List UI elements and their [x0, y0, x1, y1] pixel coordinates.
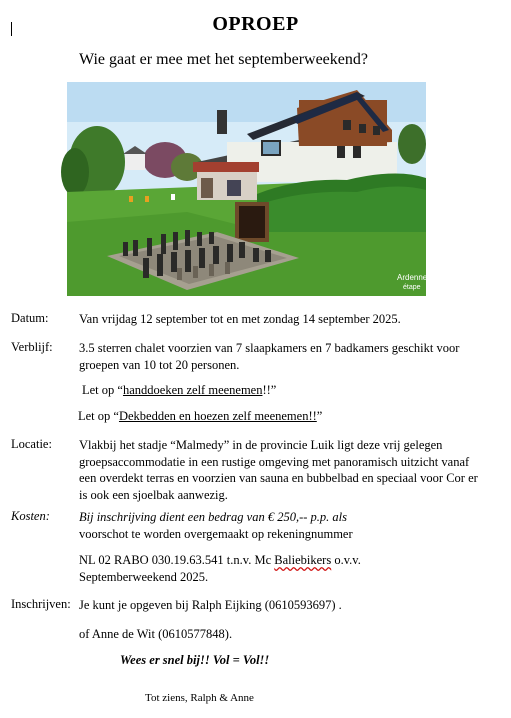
- kosten-line2: voorschot te worden overgemaakt op rekeningnummer: [79, 526, 353, 541]
- inschrijven-line1: Je kunt je opgeven bij Ralph Eijking (0610593697) .: [79, 598, 342, 612]
- locatie-line3: een overdekt terras en voorzien van sauna en bubbelbad en speciaal voor Cor er: [79, 471, 478, 485]
- inschrijven-label: Inschrijven:: [11, 597, 71, 611]
- locatie-line2: groepsaccommodatie in een rustige omgeving met panoramisch uitzicht vanaf: [79, 454, 470, 469]
- bedding-note-emphasis: Dekbedden en hoezen zelf meenemen!!: [118, 409, 317, 423]
- page-subtitle: Wie gaat er mee met het septemberweekend?: [79, 51, 368, 68]
- locatie-line1: Vlakbij het stadje “Malmedy” in de provincie Luik ligt deze vrij gelegen: [79, 438, 443, 452]
- bank-details: [79, 552, 499, 585]
- kosten-label: Kosten:: [11, 509, 50, 523]
- page-title: OPROEP: [212, 13, 299, 35]
- datum-text: Van vrijdag 12 september tot en met zondag 14 september 2025.: [79, 312, 401, 326]
- watermark-subtext: étape: [403, 284, 421, 291]
- locatie-label: Locatie:: [11, 437, 52, 451]
- bedding-note: Let op “Dekbedden en hoezen zelf meenemen!!”: [78, 409, 323, 423]
- towels-note-emphasis: handdoeken zelf meenemen: [122, 383, 263, 397]
- verblijf-text: [79, 340, 499, 373]
- towels-note: Let op “handdoeken zelf meenemen!!”: [82, 383, 277, 397]
- verblijf-line2: groepen van 10 tot 20 personen.: [79, 357, 240, 372]
- slogan: Wees er snel bij!! Vol = Vol!!: [120, 653, 270, 667]
- chalet-photo: [67, 82, 432, 296]
- bank-reference-line: Septemberweekend 2025.: [79, 569, 209, 584]
- kosten-text: [79, 509, 499, 542]
- club-name-spellcheck: Baliebikers: [274, 553, 332, 567]
- datum-label: Datum:: [11, 311, 49, 325]
- bank-account-line: NL 02 RABO 030.19.63.541 t.n.v. Mc Baliebikers o.v.v.: [79, 553, 361, 567]
- closing-signoff: Tot ziens, Ralph & Anne: [145, 692, 254, 704]
- verblijf-label: Verblijf:: [11, 340, 53, 354]
- kosten-line1: Bij inschrijving dient een bedrag van € 250,-- p.p. als: [79, 510, 348, 524]
- locatie-text: [79, 437, 499, 503]
- locatie-line4: is ook een sjoelbak aanwezig.: [79, 487, 228, 502]
- watermark-text: Ardennes: [397, 273, 432, 282]
- inschrijven-line2: of Anne de Wit (0610577848).: [79, 627, 233, 641]
- verblijf-line1: 3.5 sterren chalet voorzien van 7 slaapkamers en 7 badkamers geschikt voor: [79, 341, 460, 355]
